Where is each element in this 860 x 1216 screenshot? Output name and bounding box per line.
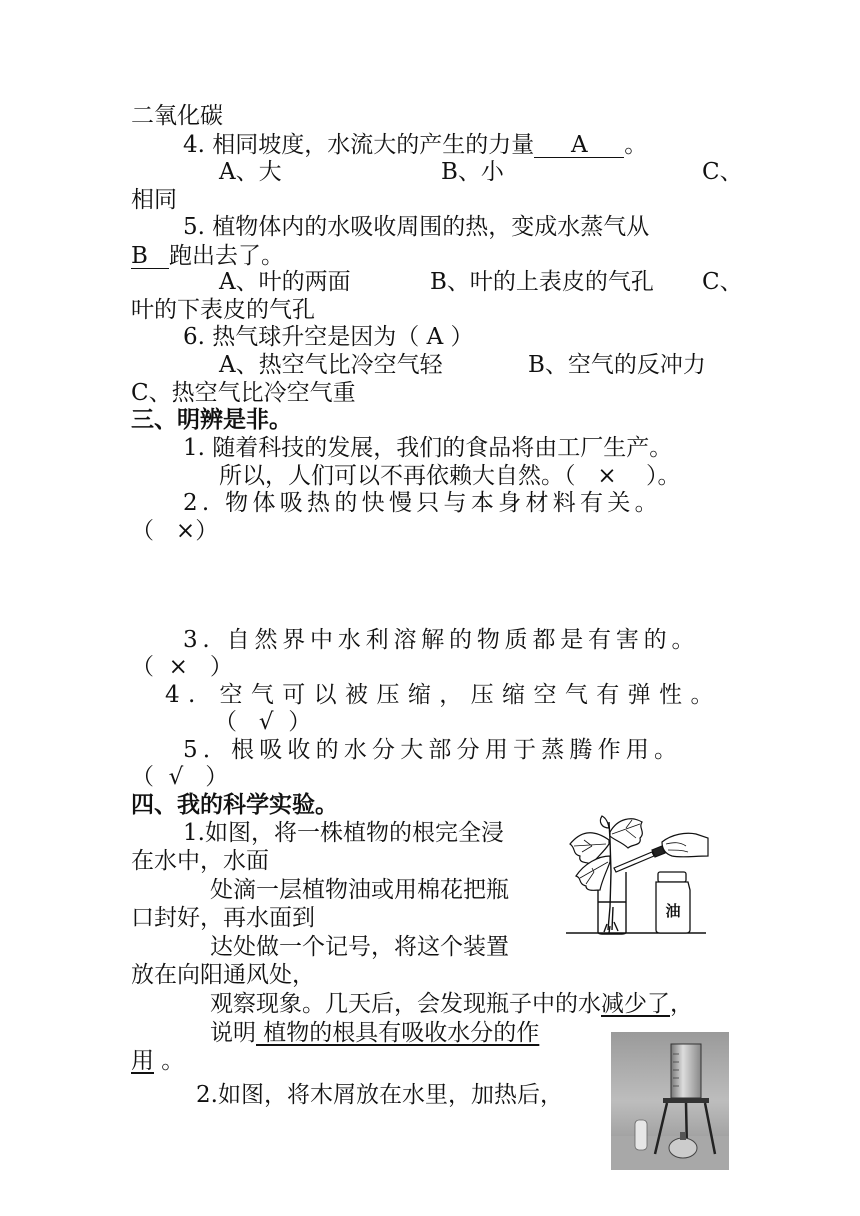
plant-experiment-figure [562,812,710,937]
experiment-1-line: 处滴一层植物油或用棉花把瓶 [210,877,509,903]
experiment-1-line: 达处做一个记号，将这个装置 [210,934,509,960]
experiment-1-line [210,1019,539,1047]
question-4-answer: A [534,133,624,158]
conclusion-answer: 植物的根具有吸收水分的作 [256,1020,540,1046]
option-b: B、小 [441,159,504,185]
question-6-text: 6. 热气球升空是因为（ A ） [183,324,474,350]
question-5-answer: B [131,244,169,269]
tripod-top [663,1098,709,1103]
option-a: A、叶的两面 [219,269,351,295]
observation-answer: 减少了 [601,991,670,1017]
section-title: 四、我的科学实验。 [131,792,338,818]
option-c: C、 [702,159,743,185]
question-4-end: 。 [624,132,648,158]
experiment-1-line: 口封好，再水面到 [131,905,315,931]
experiment-1-line: 在水中，水面 [131,848,269,874]
question-4-text: 4. 相同坡度，水流大的产生的力量 [183,132,535,158]
question-5-end: 跑出去了。 [169,243,284,269]
question-5-cont [131,242,284,270]
lamp-cap [635,1120,647,1150]
judge-3-answer: （ × ） [131,654,233,680]
bottle-label: 油 [665,902,681,920]
text-line: 二氧化碳 [131,103,223,129]
option-b: B、叶的上表皮的气孔 [430,269,654,295]
experiment-1-line [210,990,693,1018]
experiment-1-line: 放在向阳通风处， [131,962,315,988]
question-4 [183,131,647,159]
conclusion-answer-cont: 用 [131,1048,154,1074]
observation-text: 观察现象。几天后，会发现瓶子中的水 [210,991,601,1017]
judge-1-text: 1. 随着科技的发展，我们的食品将由工厂生产。 [183,435,673,461]
beaker [671,1044,701,1098]
judge-2-text: 2. 物体吸热的快慢只与本身材料有关。 [183,490,662,516]
option-c: C、热空气比冷空气重 [131,380,356,406]
conclusion-end: 。 [154,1048,185,1074]
question-5-text: 5. 植物体内的水吸收周围的热，变成水蒸气从 [183,214,650,240]
section-title: 三、明辨是非。 [131,407,292,433]
judge-4-answer: （ √ ） [214,709,312,735]
judge-1-answer: 所以，人们可以不再依赖大自然。（ × ）。 [219,463,681,489]
alcohol-lamp [669,1138,697,1158]
judge-5-answer: （ √ ） [131,764,229,790]
plant-stem [608,822,611,930]
judge-2-answer: （ ×） [131,518,219,544]
dropper [614,846,665,872]
option-c-text: 叶的下表皮的气孔 [131,297,315,323]
experiment-2-line: 2.如图，将木屑放在水里，加热后， [196,1082,563,1108]
observation-end: ， [670,991,693,1017]
option-b: B、空气的反冲力 [528,352,706,378]
experiment-1-line: 1.如图，将一株植物的根完全浸 [183,820,504,846]
judge-4-text: 4. 空气可以被压缩，压缩空气有弹性。 [165,682,722,708]
judge-5-text: 5．根吸收的水分大部分用于蒸腾作用。 [183,737,683,763]
option-a: A、热空气比冷空气轻 [219,352,443,378]
conclusion-label: 说明 [210,1020,256,1046]
roots [604,922,618,933]
option-c: C、 [702,269,743,295]
option-a: A、大 [219,159,282,185]
heating-experiment-photo [611,1032,729,1170]
judge-3-text: 3. 自然界中水利溶解的物质都是有害的。 [183,627,700,653]
experiment-1-line [131,1047,184,1075]
option-c-text: 相同 [131,187,177,213]
